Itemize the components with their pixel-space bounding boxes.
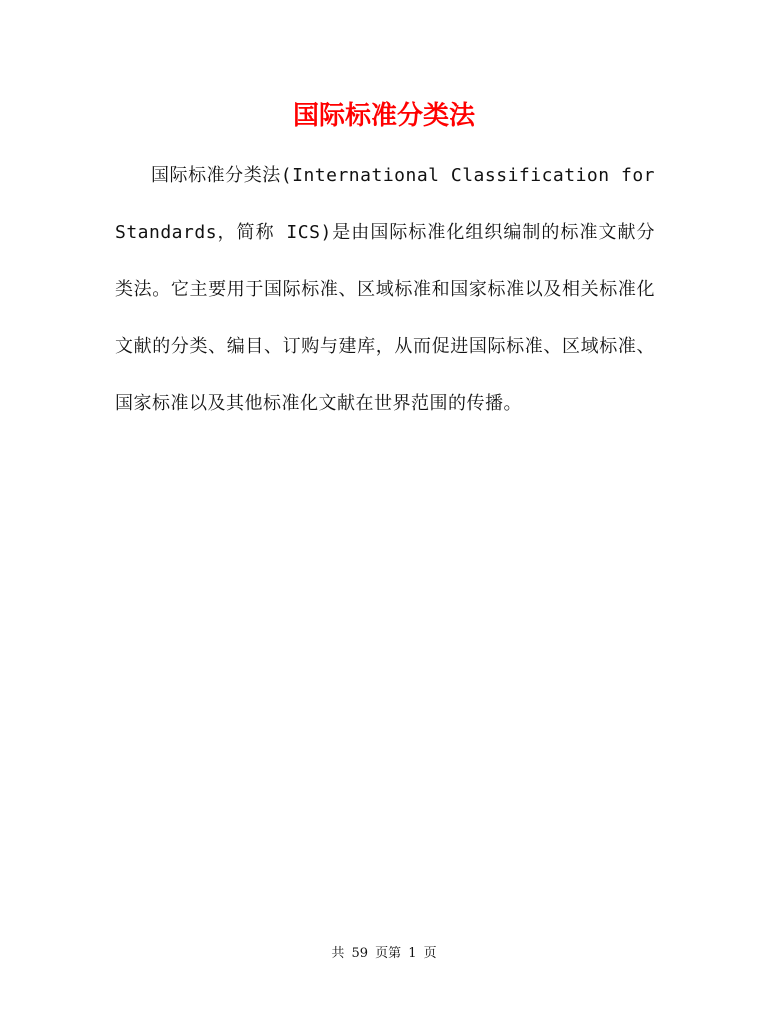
body-paragraph: 国际标准分类法(International Classification for Standards，简称 ICS)是由国际标准化组织编制的标准文献分类法。它主要用于国际标准、区域标准和国家标准以及相关标准化文献的分类、编目、订购与建库，从而促进国际标准、区域标准、国家标准以及其他标准化文献在世界范围的传播。 bbox=[115, 165, 655, 414]
page-footer: 共 59 页第 1 页 bbox=[331, 946, 437, 961]
page-title: 国际标准分类法 bbox=[292, 101, 475, 131]
